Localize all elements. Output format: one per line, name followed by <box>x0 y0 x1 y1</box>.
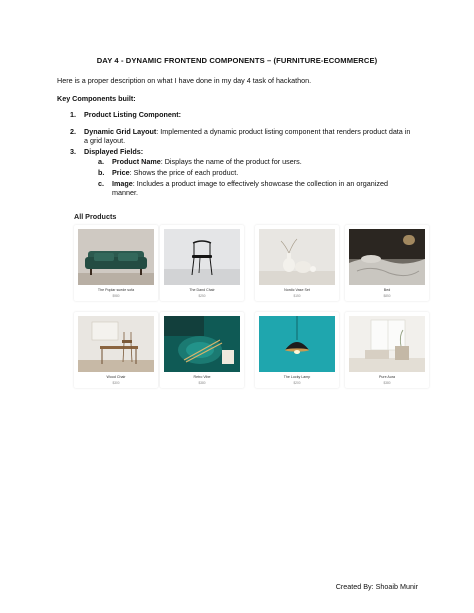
item-label: Displayed Fields: <box>84 147 144 156</box>
product-name: The Lucky Lamp <box>283 375 311 379</box>
product-card[interactable] <box>74 225 158 301</box>
created-by: Created By: Shoaib Munir <box>335 582 418 591</box>
product-price: $980 <box>112 293 120 298</box>
product-image-pendant-lamp <box>259 316 335 372</box>
product-name: Wood Chair <box>106 375 126 379</box>
product-price: $380 <box>383 380 391 385</box>
item-text: : Implemented a dynamic product listing component that renders product data in a grid layout. <box>84 127 411 145</box>
product-image-white-room <box>349 316 425 372</box>
product-card[interactable] <box>345 312 429 388</box>
product-image-vases <box>259 229 335 285</box>
product-card[interactable] <box>160 312 244 388</box>
item-label: Product Listing Component: <box>84 110 182 119</box>
all-products-heading: All Products <box>74 212 117 221</box>
product-price: $380 <box>198 380 206 385</box>
product-name: Retro Vibe <box>193 375 211 379</box>
product-name: Bed <box>383 288 391 292</box>
product-card[interactable] <box>255 312 339 388</box>
product-image-black-chair <box>164 229 240 285</box>
product-image-teal-plate <box>164 316 240 372</box>
product-price: $250 <box>198 293 206 298</box>
item-label: Dynamic Grid Layout <box>84 127 157 136</box>
product-card[interactable] <box>160 225 244 301</box>
intro-text: Here is a proper description on what I have done in my day 4 task of hackathon. <box>57 76 312 85</box>
product-image-dark-bedroom <box>349 229 425 285</box>
product-price: $150 <box>293 293 301 298</box>
key-components-heading: Key Components built: <box>57 94 136 103</box>
product-name: The Dand Chair <box>189 288 215 292</box>
document-title: DAY 4 - DYNAMIC FRONTEND COMPONENTS – (FURNITURE-ECOMMERCE) <box>96 56 378 65</box>
product-card[interactable] <box>74 312 158 388</box>
product-image-wood-chair <box>78 316 154 372</box>
product-name: The Poplar suede sofa <box>97 288 135 292</box>
product-price: $300 <box>112 380 120 385</box>
product-price: $200 <box>293 380 301 385</box>
product-image-green-sofa <box>78 229 154 285</box>
product-card[interactable] <box>345 225 429 301</box>
product-name: Pure Aura <box>379 375 395 379</box>
product-card[interactable] <box>255 225 339 301</box>
product-name: Nordic Vase Set <box>284 288 310 292</box>
product-price: $850 <box>383 293 391 298</box>
